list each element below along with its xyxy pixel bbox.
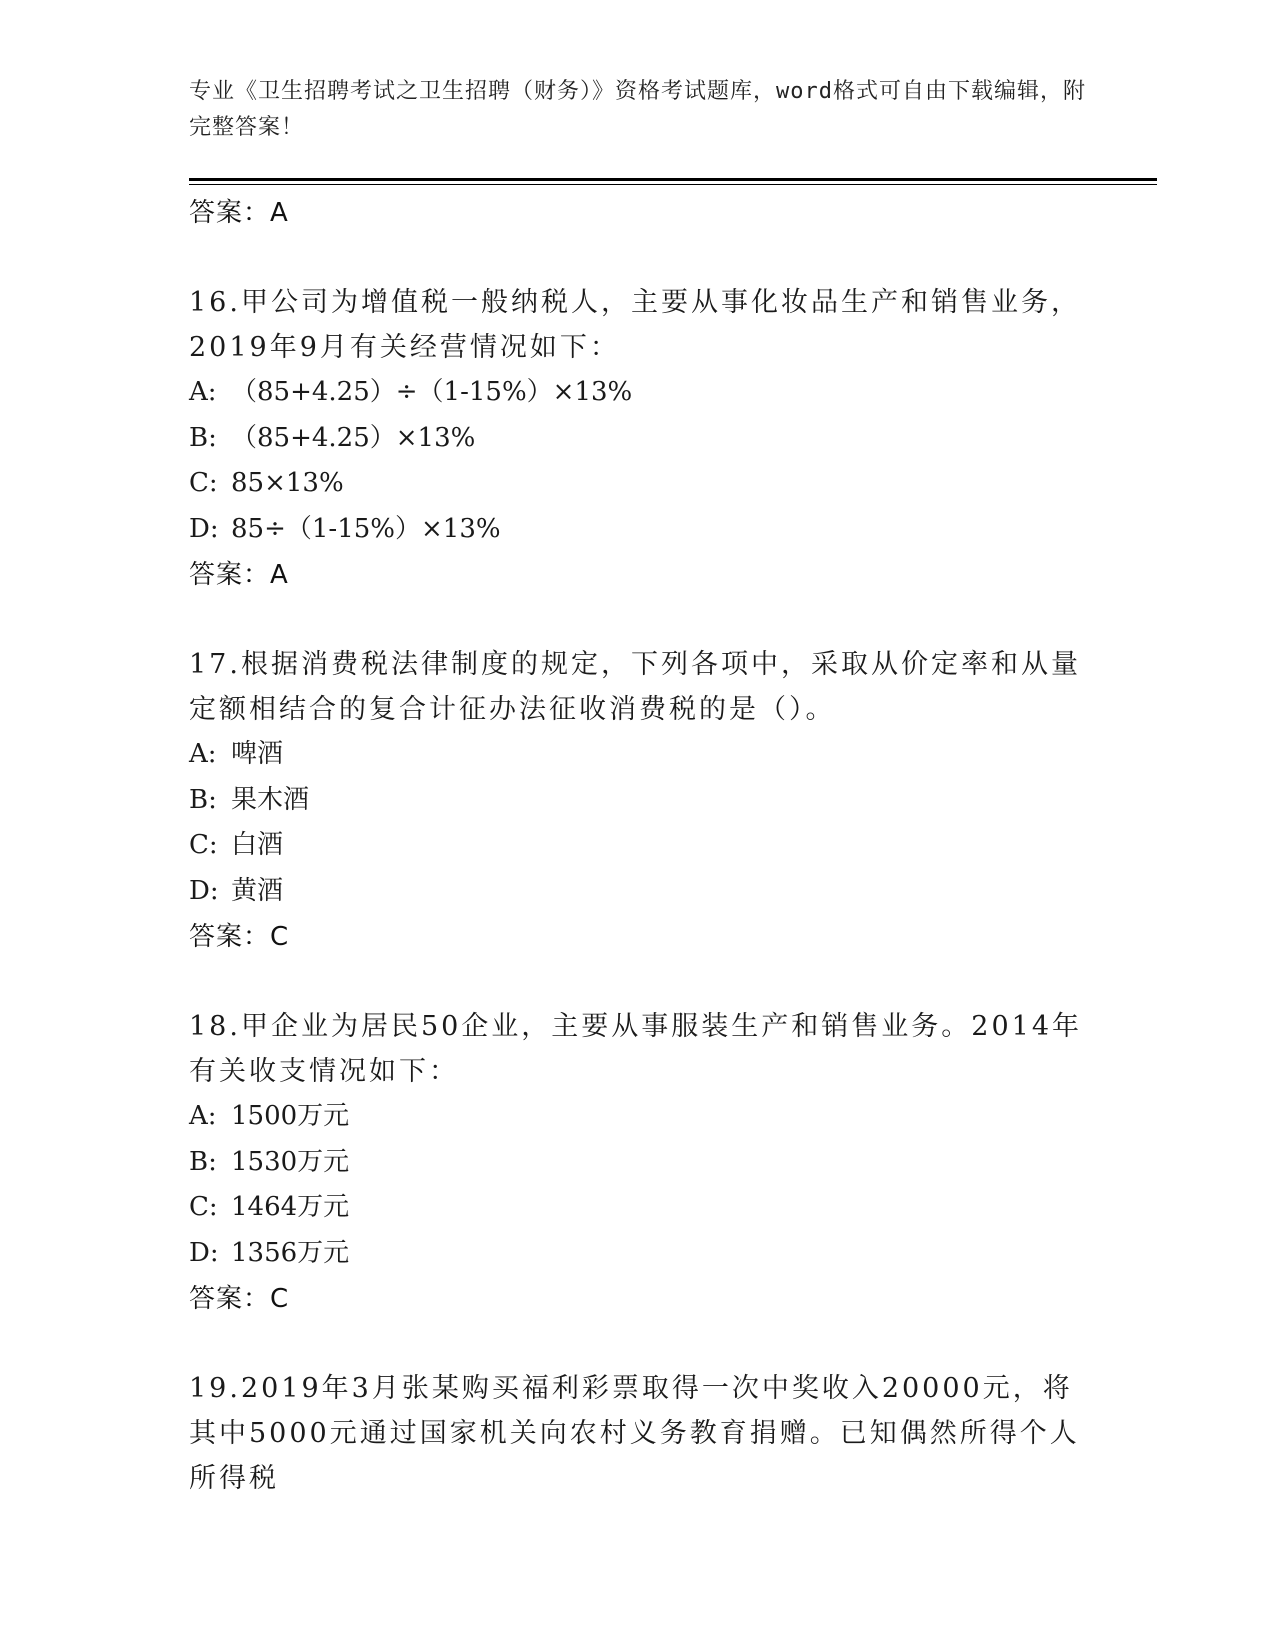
- option-c: [189, 1185, 1089, 1231]
- option-b: [189, 416, 1089, 462]
- question-16: [189, 280, 1089, 598]
- option-letter: A:: [189, 377, 217, 407]
- option-a: [189, 370, 1089, 416]
- header-divider-thin: [189, 184, 1157, 185]
- option-d: [189, 869, 1089, 915]
- option-text: 1530万元: [231, 1146, 350, 1177]
- option-letter: C:: [189, 830, 218, 860]
- option-letter: C:: [189, 468, 218, 498]
- option-letter: D:: [189, 1237, 219, 1268]
- option-letter: B:: [189, 422, 217, 453]
- question-stem: 16.甲公司为增值税一般纳税人，主要从事化妆品生产和销售业务，2019年9月有关经营情况如下：: [189, 287, 1081, 363]
- option-c: [189, 823, 1089, 869]
- option-text: （85+4.25）÷（1-15%）×13%: [231, 377, 633, 407]
- option-b: [189, 778, 1089, 824]
- option-text: 啤酒: [231, 739, 284, 769]
- option-a: [189, 732, 1089, 778]
- option-d: [189, 507, 1089, 553]
- previous-answer: 答案：A: [189, 198, 289, 228]
- option-b: [189, 1140, 1089, 1186]
- option-letter: D:: [189, 875, 219, 906]
- option-letter: B:: [189, 784, 217, 815]
- answer: 答案：C: [189, 1284, 290, 1314]
- answer: 答案：A: [189, 560, 289, 590]
- question-17: [189, 642, 1089, 960]
- header-divider-thick: [189, 178, 1157, 181]
- question-stem: 17.根据消费税法律制度的规定，下列各项中，采取从价定率和从量定额相结合的复合计征办法征收消费税的是（）。: [189, 649, 1081, 725]
- option-text: 果木酒: [231, 784, 310, 815]
- answer: 答案：C: [189, 922, 290, 952]
- option-text: 85×13%: [231, 468, 344, 498]
- option-letter: B:: [189, 1146, 217, 1177]
- document-header: 专业《卫生招聘考试之卫生招聘（财务）》资格考试题库，word格式可自由下载编辑，附完整答案！: [189, 79, 1086, 140]
- question-18: [189, 1004, 1089, 1322]
- option-text: 1500万元: [231, 1101, 350, 1131]
- option-text: 黄酒: [231, 875, 284, 906]
- option-a: [189, 1094, 1089, 1140]
- question-stem: 19.2019年3月张某购买福利彩票取得一次中奖收入20000元，将其中5000元通过国家机关向农村义务教育捐赠。已知偶然所得个人所得税: [189, 1373, 1080, 1494]
- option-d: [189, 1231, 1089, 1277]
- question-list: [189, 190, 1089, 1501]
- option-letter: D:: [189, 513, 219, 544]
- option-c: [189, 461, 1089, 507]
- option-text: 白酒: [231, 830, 284, 860]
- option-text: 1464万元: [231, 1192, 350, 1222]
- option-letter: A:: [189, 1101, 217, 1131]
- option-letter: C:: [189, 1192, 218, 1222]
- question-19: [189, 1366, 1089, 1501]
- option-letter: A:: [189, 739, 217, 769]
- question-stem: 18.甲企业为居民50企业，主要从事服装生产和销售业务。2014年有关收支情况如下：: [189, 1011, 1083, 1087]
- option-text: 85÷（1-15%）×13%: [231, 513, 501, 544]
- option-text: （85+4.25）×13%: [231, 422, 476, 453]
- option-text: 1356万元: [231, 1237, 350, 1268]
